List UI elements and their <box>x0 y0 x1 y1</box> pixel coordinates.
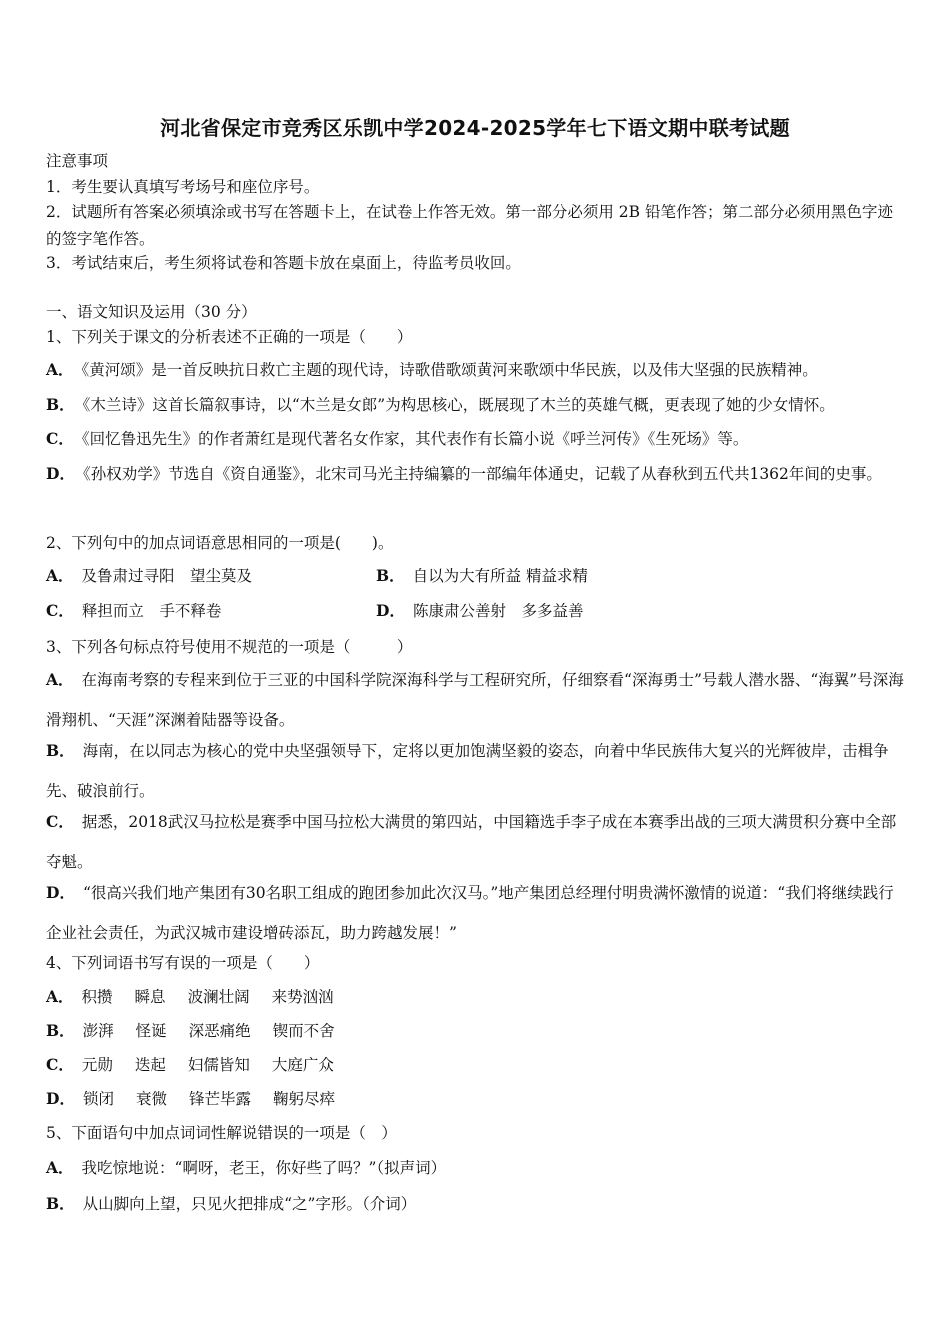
option-label: D． <box>46 1089 75 1108</box>
option-label: C． <box>46 812 74 831</box>
word: 来势汹汹 <box>271 988 334 1006</box>
option-row <box>46 360 908 380</box>
option-row <box>46 987 908 1007</box>
option-label: B． <box>46 1021 75 1040</box>
option-row <box>46 566 252 586</box>
option-row <box>376 601 583 621</box>
word: 鞠躬尽瘁 <box>273 1090 336 1108</box>
option-row <box>46 395 908 415</box>
option-text: 及鲁肃过寻阳 望尘莫及 <box>81 567 253 585</box>
option-text: 我吃惊地说：“啊呀，老王，你好些了吗？”（拟声词） <box>81 1159 447 1177</box>
word: 积攒 <box>81 988 113 1006</box>
option-row <box>46 802 908 882</box>
option-row <box>46 873 908 953</box>
notice-item: 2．试题所有答案必须填涂或书写在答题卡上，在试卷上作答无效。第一部分必须用 2B 铅笔作答；第二部分必须用黑色字迹的签字笔作答。 <box>46 203 893 248</box>
option-label: A． <box>46 1158 74 1177</box>
word: 锁闭 <box>82 1090 114 1108</box>
option-label: A． <box>46 360 74 379</box>
word: 锲而不舍 <box>272 1022 335 1040</box>
option-text: 从山脚向上望，只见火把排成“之”字形。（介词） <box>82 1195 417 1213</box>
option-label: D． <box>46 883 75 902</box>
option-row <box>46 660 908 740</box>
option-row <box>376 566 588 586</box>
question-stem: 5、下面语句中加点词词性解说错误的一项是（ ） <box>46 1124 397 1142</box>
option-label: C． <box>46 1055 74 1074</box>
option-row <box>46 454 908 494</box>
option-row <box>46 1194 908 1214</box>
option-row <box>46 429 908 449</box>
word: 妇儒皆知 <box>187 1056 250 1074</box>
option-label: A． <box>46 987 74 1006</box>
option-text: 释担而立 手不释卷 <box>81 602 222 620</box>
option-label: D． <box>376 601 405 620</box>
option-text: 《黄河颂》是一首反映抗日救亡主题的现代诗，诗歌借歌颂黄河来歌颂中华民族，以及伟大坚强的民族精神。 <box>81 361 818 379</box>
word: 澎湃 <box>82 1022 114 1040</box>
word: 元勋 <box>81 1056 113 1074</box>
option-label: A． <box>46 670 74 689</box>
option-row <box>46 1158 908 1178</box>
option-text: 在海南考察的专程来到位于三亚的中国科学院深海科学与工程研究所，仔细察看“深海勇士”号载人潜水器、“海翼”号深海滑翔机、“天涯”深渊着陆器等设备。 <box>46 671 904 729</box>
word: 瞬息 <box>134 988 166 1006</box>
option-text: 据悉，2018武汉马拉松是赛季中国马拉松大满贯的第四站，中国籍选手李子成在本赛季出战的三项大满贯积分赛中全部夺魁。 <box>46 813 897 871</box>
option-label: B． <box>46 1194 75 1213</box>
word: 怪诞 <box>135 1022 167 1040</box>
option-text: 《木兰诗》这首长篇叙事诗，以“木兰是女郎”为构思核心，既展现了木兰的英雄气概，更表现了她的少女情怀。 <box>82 396 835 414</box>
option-text: “很高兴我们地产集团有30名职工组成的跑团参加此次汉马。”地产集团总经理付明贵满怀激情的说道：“我们将继续践行企业社会责任，为武汉城市建设增砖添瓦，助力跨越发展！” <box>46 884 894 942</box>
option-label: D． <box>46 464 75 483</box>
word: 深恶痛绝 <box>188 1022 251 1040</box>
option-text: 《孙权劝学》节选自《资自通鉴》，北宋司马光主持编纂的一部编年体通史，记载了从春秋到五代共1362年间的史事。 <box>82 465 882 483</box>
question-stem: 3、下列各句标点符号使用不规范的一项是（ ） <box>46 638 413 656</box>
option-text: 海南，在以同志为核心的党中央坚强领导下，定将以更加饱满坚毅的姿态，向着中华民族伟大复兴的光辉彼岸，击楫争先、破浪前行。 <box>46 742 889 800</box>
section-heading: 一、语文知识及运用（30 分） <box>46 303 257 321</box>
option-row <box>46 601 221 621</box>
option-label: C． <box>46 601 74 620</box>
option-label: C． <box>46 429 74 448</box>
question-stem: 2、下列句中的加点词语意思相同的一项是( )。 <box>46 534 394 552</box>
question-stem: 4、下列词语书写有误的一项是（ ） <box>46 954 320 972</box>
question-stem: 1、下列关于课文的分析表述不正确的一项是（ ） <box>46 328 413 346</box>
notice-heading: 注意事项 <box>46 152 109 170</box>
option-label: B． <box>46 395 75 414</box>
word: 大庭广众 <box>271 1056 334 1074</box>
option-text: 《回忆鲁迅先生》的作者萧红是现代著名女作家，其代表作有长篇小说《呼兰河传》《生死场》等。 <box>81 430 749 448</box>
notice-item: 1．考生要认真填写考场号和座位序号。 <box>46 178 320 196</box>
option-row <box>46 1021 908 1041</box>
word: 衰微 <box>135 1090 167 1108</box>
option-text: 自以为大有所益 精益求精 <box>412 567 589 585</box>
option-row <box>46 1089 908 1109</box>
word: 锋芒毕露 <box>188 1090 251 1108</box>
option-label: B． <box>376 566 405 585</box>
option-row <box>46 731 908 811</box>
notice-item: 3．考试结束后，考生须将试卷和答题卡放在桌面上，待监考员收回。 <box>46 254 521 272</box>
word: 迭起 <box>134 1056 166 1074</box>
option-text: 陈康肃公善射 多多益善 <box>412 602 584 620</box>
option-label: B． <box>46 741 75 760</box>
page-title: 河北省保定市竞秀区乐凯中学2024-2025学年七下语文期中联考试题 <box>160 116 790 140</box>
word: 波澜壮阔 <box>187 988 250 1006</box>
option-row <box>46 1055 908 1075</box>
option-label: A． <box>46 566 74 585</box>
